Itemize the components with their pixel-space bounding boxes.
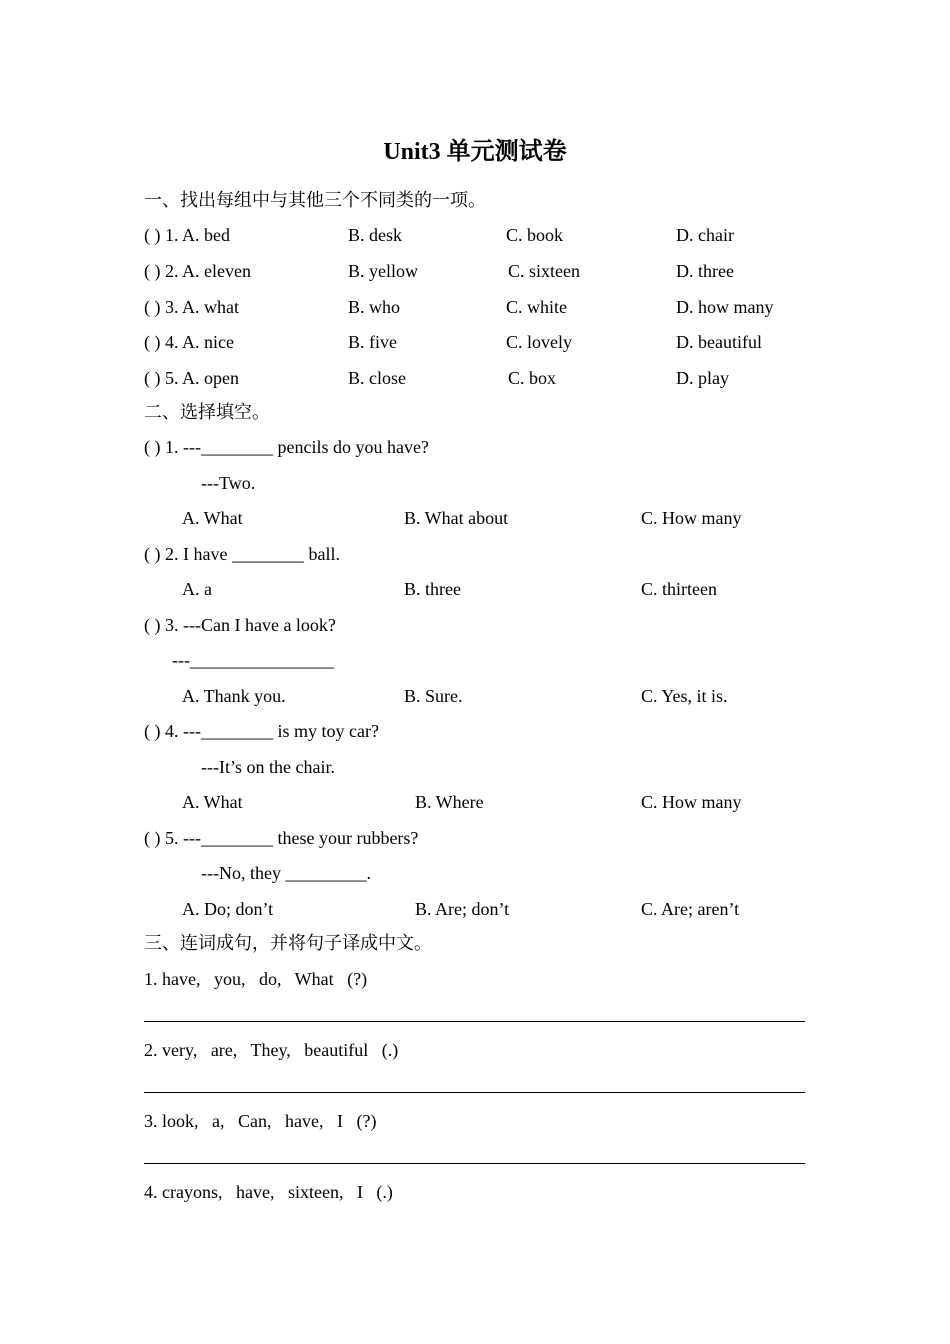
- answer-line-3[interactable]: [144, 1163, 805, 1164]
- s2-q2-option-b: B. three: [404, 579, 461, 599]
- s2-q3-option-b: B. Sure.: [404, 686, 463, 706]
- s1-q1-option-b: B. desk: [348, 225, 402, 245]
- s1-q5-option-c: C. box: [508, 368, 557, 388]
- s1-q2-option-d: D. three: [676, 261, 734, 281]
- answer-line-1[interactable]: [144, 1021, 805, 1022]
- section-3-heading: 三、连词成句，并将句子译成中文。: [144, 933, 432, 953]
- s2-q3-stem: ( ) 3. ---Can I have a look?: [144, 615, 336, 635]
- s2-q4-answer: ---It’s on the chair.: [201, 757, 335, 777]
- s1-q4-option-d: D. beautiful: [676, 332, 762, 352]
- s1-q5-option-b: B. close: [348, 368, 406, 388]
- s1-q4-option-a: ( ) 4. A. nice: [144, 332, 234, 352]
- s2-q3-answer: ---________________: [172, 650, 334, 670]
- s1-q4-option-c: C. lovely: [506, 332, 572, 352]
- s2-q4-option-a: A. What: [182, 792, 243, 812]
- s2-q1-option-b: B. What about: [404, 508, 509, 528]
- section-2-heading: 二、选择填空。: [144, 402, 270, 422]
- s3-item-3: 3. look, a, Can, have, I (?): [144, 1111, 377, 1131]
- s3-item-1: 1. have, you, do, What (?): [144, 969, 368, 989]
- s2-q5-stem: ( ) 5. ---________ these your rubbers?: [144, 828, 419, 848]
- s1-q5-option-a: ( ) 5. A. open: [144, 368, 239, 388]
- s2-q5-option-b: B. Are; don’t: [415, 899, 510, 919]
- s1-q2-option-b: B. yellow: [348, 261, 418, 281]
- page-title: Unit3 单元测试卷: [383, 139, 567, 165]
- s2-q4-option-c: C. How many: [641, 792, 742, 812]
- s2-q5-option-c: C. Are; aren’t: [641, 899, 740, 919]
- s1-q3-option-d: D. how many: [676, 297, 774, 317]
- s2-q1-option-a: A. What: [182, 508, 243, 528]
- s2-q4-option-b: B. Where: [415, 792, 484, 812]
- s2-q3-option-a: A. Thank you.: [182, 686, 286, 706]
- s2-q1-option-c: C. How many: [641, 508, 742, 528]
- s1-q1-option-d: D. chair: [676, 225, 734, 245]
- s2-q2-option-c: C. thirteen: [641, 579, 717, 599]
- s2-q1-answer: ---Two.: [201, 473, 256, 493]
- s1-q1-option-c: C. book: [506, 225, 564, 245]
- s1-q3-option-b: B. who: [348, 297, 401, 317]
- s2-q5-option-a: A. Do; don’t: [182, 899, 274, 919]
- s1-q2-option-a: ( ) 2. A. eleven: [144, 261, 251, 281]
- s2-q1-stem: ( ) 1. ---________ pencils do you have?: [144, 437, 429, 457]
- section-1-heading: 一、找出每组中与其他三个不同类的一项。: [144, 190, 486, 210]
- s1-q5-option-d: D. play: [676, 368, 729, 388]
- answer-line-2[interactable]: [144, 1092, 805, 1093]
- s2-q3-option-c: C. Yes, it is.: [641, 686, 728, 706]
- s3-item-2: 2. very, are, They, beautiful (.): [144, 1040, 399, 1060]
- s2-q2-stem: ( ) 2. I have ________ ball.: [144, 544, 340, 564]
- s3-item-4: 4. crayons, have, sixteen, I (.): [144, 1182, 393, 1202]
- s1-q2-option-c: C. sixteen: [508, 261, 580, 281]
- s2-q5-answer: ---No, they _________.: [201, 863, 371, 883]
- s1-q4-option-b: B. five: [348, 332, 397, 352]
- s2-q2-option-a: A. a: [182, 579, 212, 599]
- s1-q3-option-a: ( ) 3. A. what: [144, 297, 239, 317]
- s2-q4-stem: ( ) 4. ---________ is my toy car?: [144, 721, 379, 741]
- s1-q1-option-a: ( ) 1. A. bed: [144, 225, 230, 245]
- s1-q3-option-c: C. white: [506, 297, 567, 317]
